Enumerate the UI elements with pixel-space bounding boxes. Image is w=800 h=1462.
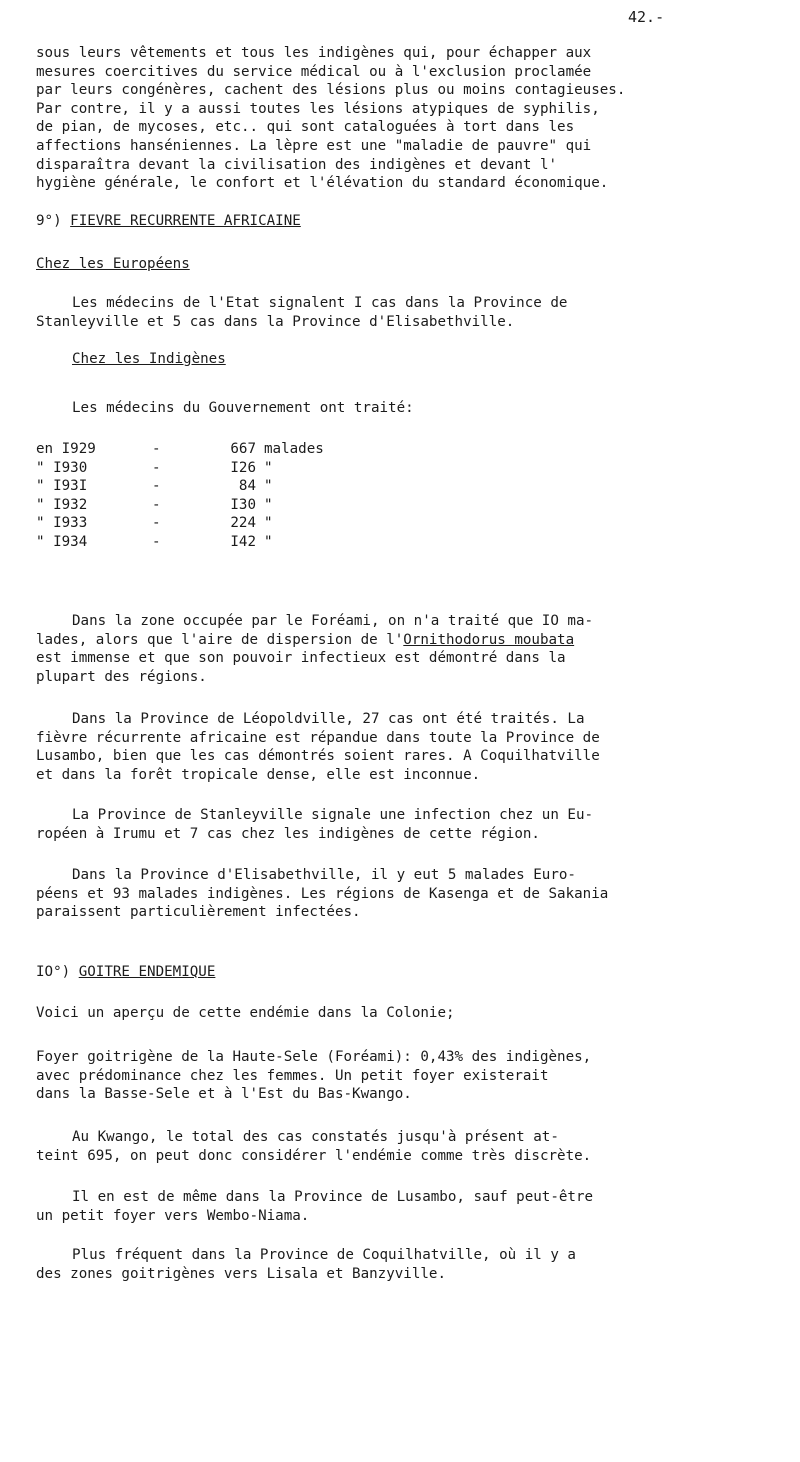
count-cell: 667 (230, 441, 256, 457)
text-line: Les médecins du Gouvernement ont traité: (72, 400, 414, 416)
table-row (36, 477, 384, 496)
text-line: Les médecins de l'Etat signalent I cas dans la Province de (72, 295, 568, 311)
text-fragment: lades, alors que l'aire de dispersion de l' (36, 631, 404, 648)
coquilhatville-paragraph (36, 1246, 776, 1283)
text-line: affections hanséniennes. La lèpre est une "maladie de pauvre" qui (36, 137, 592, 154)
text-line: mesures coercitives du service médical ou à l'exclusion proclamée (36, 63, 592, 80)
text-line: avec prédominance chez les femmes. Un petit foyer existerait (36, 1067, 549, 1084)
goitre-intro (36, 1004, 776, 1023)
text-line: Dans la Province d'Elisabethville, il y eut 5 malades Euro- (72, 867, 576, 883)
dash-cell: - (152, 496, 161, 513)
cases-table (36, 440, 384, 552)
dash-cell: - (152, 459, 161, 476)
page-number: 42.- (628, 8, 665, 26)
text-line: Foyer goitrigène de la Haute-Sele (Foréami): 0,43% des indigènes, (36, 1049, 592, 1065)
species-name: Ornithodorus moubata (403, 631, 575, 648)
year-cell: " I934 (36, 533, 88, 550)
section-number: 9°) (36, 213, 62, 229)
table-row (36, 533, 384, 552)
count-cell: I30 (230, 496, 256, 513)
section-title: GOITRE ENDEMIQUE (78, 964, 216, 980)
text-line: teint 695, on peut donc considérer l'endémie comme très discrète. (36, 1147, 592, 1164)
text-line: de pian, de mycoses, etc.. qui sont cataloguées à tort dans les (36, 119, 575, 136)
text-line: paraissent particulièrement infectées. (36, 904, 361, 921)
text-line: Dans la Province de Léopoldville, 27 cas ont été traités. La (72, 711, 585, 727)
count-cell: I26 (230, 459, 256, 476)
year-cell: " I93I (36, 478, 88, 495)
text-line: fièvre récurrente africaine est répandue dans toute la Province de (36, 729, 600, 746)
unit-cell: " (264, 496, 273, 513)
text-line: hygiène générale, le confort et l'élévation du standard économique. (36, 175, 609, 192)
dash-cell: - (152, 533, 161, 550)
cases-table-wrapper (36, 440, 776, 552)
kwango-paragraph (36, 1128, 776, 1165)
year-cell: " I930 (36, 459, 88, 476)
dash-cell: - (152, 441, 161, 457)
text-line: Dans la zone occupée par le Foréami, on n'a traité que IO ma- (72, 613, 594, 629)
section-9-heading (36, 212, 776, 231)
subheading: Chez les Indigènes (72, 351, 226, 367)
text-line: Il en est de même dans la Province de Lusambo, sauf peut-être (72, 1189, 594, 1205)
text-line: dans la Basse-Sele et à l'Est du Bas-Kwango. (36, 1086, 412, 1103)
section-number: IO°) (36, 964, 71, 980)
text-line: ropéen à Irumu et 7 cas chez les indigènes de cette région. (36, 825, 540, 842)
intro-paragraph (36, 44, 776, 193)
section-title: FIEVRE RECURRENTE AFRICAINE (70, 213, 301, 229)
count-cell: 84 (238, 478, 256, 495)
lusambo-paragraph (36, 1188, 776, 1225)
subheading: Chez les Européens (36, 256, 190, 272)
elisabethville-paragraph (36, 866, 776, 922)
year-cell: " I932 (36, 496, 88, 513)
text-line: péens et 93 malades indigènes. Les régions de Kasenga et de Sakania (36, 885, 609, 902)
count-cell: 224 (230, 515, 256, 532)
text-line: par leurs congénères, cachent des lésions plus ou moins contagieuses. (36, 82, 626, 99)
text-line: La Province de Stanleyville signale une infection chez un Eu- (72, 807, 594, 823)
text-line: Plus fréquent dans la Province de Coquilhatville, où il y a (72, 1247, 576, 1263)
table-row (36, 514, 384, 533)
text-line: Par contre, il y a aussi toutes les lésions atypiques de syphilis, (36, 100, 600, 117)
text-line: disparaîtra devant la civilisation des indigènes et devant l' (36, 156, 558, 173)
text-line: Au Kwango, le total des cas constatés jusqu'à présent at- (72, 1129, 559, 1145)
unit-cell: " (264, 533, 273, 550)
text-line: Stanleyville et 5 cas dans la Province d'Elisabethville. (36, 313, 515, 330)
foreami-paragraph (36, 612, 776, 686)
text-line: et dans la forêt tropicale dense, elle est inconnue. (36, 766, 481, 783)
table-row (36, 440, 384, 459)
text-line: est immense et que son pouvoir infectieux est démontré dans la (36, 650, 566, 667)
text-line: des zones goitrigènes vers Lisala et Banzyville. (36, 1265, 446, 1282)
count-cell: I42 (230, 533, 256, 550)
year-cell: en I929 (36, 441, 96, 457)
unit-cell: " (264, 515, 273, 532)
dash-cell: - (152, 478, 161, 495)
section-10-heading (36, 963, 776, 982)
unit-cell: " (264, 459, 273, 476)
year-cell: " I933 (36, 515, 88, 532)
unit-cell: malades (264, 441, 324, 457)
text-line (36, 631, 776, 650)
leopoldville-paragraph (36, 710, 776, 784)
stanleyville-paragraph (36, 806, 776, 843)
foyer-paragraph (36, 1048, 776, 1104)
text-line: plupart des régions. (36, 668, 207, 685)
dash-cell: - (152, 515, 161, 532)
table-row (36, 459, 384, 478)
table-row (36, 496, 384, 515)
text-line: Voici un aperçu de cette endémie dans la Colonie; (36, 1005, 455, 1021)
text-line: sous leurs vêtements et tous les indigènes qui, pour échapper aux (36, 45, 592, 61)
text-line: un petit foyer vers Wembo-Niama. (36, 1207, 310, 1224)
subheading-natives (36, 350, 776, 369)
natives-intro (36, 399, 776, 418)
subheading-europeans (36, 255, 776, 274)
text-line: Lusambo, bien que les cas démontrés soient rares. A Coquilhatville (36, 748, 600, 765)
europeans-paragraph (36, 294, 776, 331)
unit-cell: " (264, 478, 273, 495)
